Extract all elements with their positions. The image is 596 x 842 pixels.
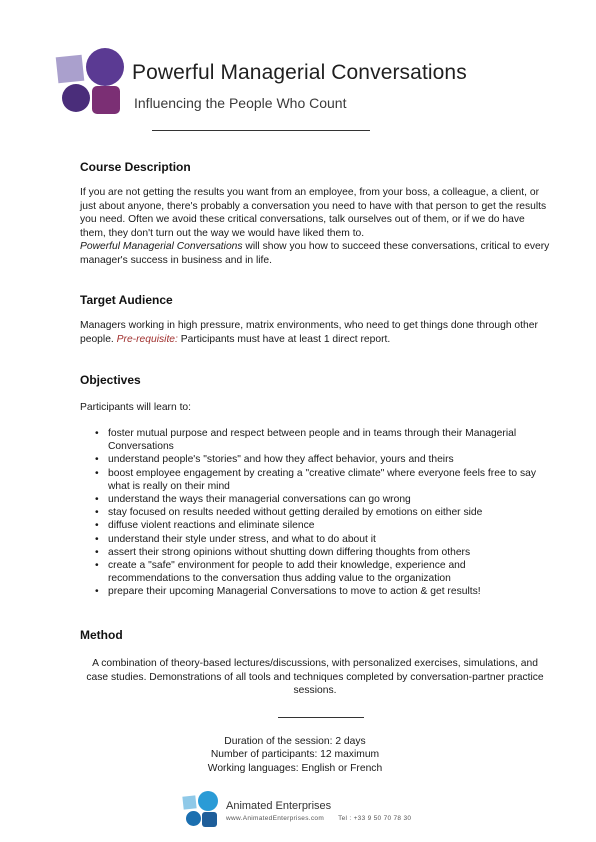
logo-circle-bottom [186, 811, 201, 826]
participant-count: Number of participants: 12 maximum [210, 749, 380, 761]
method-heading: Method [80, 628, 123, 642]
brand-logo [56, 48, 126, 116]
list-item: • assert their strong opinions without shutting down differing thoughts from others [95, 546, 471, 558]
target-audience-heading: Target Audience [80, 293, 173, 307]
method-text: A combination of theory-based lectures/discussions, with personalized exercises, simulations, and case studies. Demonstrations of all tools and techniques completed by conversation-partner practice sessions. [86, 658, 544, 697]
objectives-heading: Objectives [80, 373, 141, 387]
list-item: • diffuse violent reactions and eliminate silence [95, 520, 315, 532]
list-item: • understand people's "stories" and how they affect behavior, yours and theirs [95, 454, 454, 466]
list-item: • boost employee engagement by creating a "creative climate" where everyone feels free to say what is really on their mind [95, 467, 536, 492]
divider [152, 130, 370, 131]
list-item: • create a "safe" environment for people to add their knowledge, experience and recommendations to the conversation thus adding value to the organization [95, 560, 466, 585]
bullet: • [95, 454, 99, 466]
bullet: • [95, 520, 99, 532]
objectives-list [80, 427, 550, 599]
list-item: • prepare their upcoming Managerial Conversations to move to action & get results! [95, 586, 481, 598]
course-description-heading: Course Description [80, 160, 191, 174]
phone-number: Tel : +33 9 50 70 78 30 [338, 815, 412, 822]
bullet: • [95, 546, 99, 558]
session-facts [150, 735, 440, 775]
logo-circle-top [198, 791, 218, 811]
divider [278, 717, 364, 718]
company-name: Animated Enterprises [226, 800, 332, 812]
working-languages: Working languages: English or French [207, 762, 383, 774]
course-title-italic: Powerful Managerial Conversations [80, 241, 243, 253]
target-audience-text [80, 319, 550, 346]
target-audience-body: Managers working in high pressure, matrix environments, who need to get things done through other people. [80, 320, 538, 345]
bullet: • [95, 467, 99, 479]
logo-circle-top [86, 48, 124, 86]
logo-square-light [182, 795, 196, 809]
logo-circle-bottom [62, 84, 90, 112]
bullet: • [95, 560, 99, 572]
page-subtitle: Influencing the People Who Count [134, 95, 347, 111]
bullet: • [95, 494, 99, 506]
logo-square-dark [92, 86, 120, 114]
list-item: • understand the ways their managerial conversations can go wrong [95, 494, 411, 506]
course-description-end: will show you how to succeed these conversations, critical to every manager's success in business and in life. [80, 241, 550, 266]
course-description-text [80, 186, 550, 268]
prerequisite-text: Participants must have at least 1 direct report. [177, 333, 391, 345]
bullet: • [95, 507, 99, 519]
website-link[interactable]: www.AnimatedEnterprises.com [226, 815, 325, 822]
bullet: • [95, 586, 99, 598]
logo-square-light [56, 55, 85, 84]
session-duration: Duration of the session: 2 days [224, 736, 366, 747]
logo-square-dark [202, 812, 217, 827]
bullet: • [95, 428, 99, 439]
bullet: • [95, 533, 99, 545]
contact-line [226, 815, 411, 822]
list-item: • understand their style under stress, and what to do about it [95, 533, 376, 545]
objectives-intro: Participants will learn to: [80, 402, 192, 413]
company-logo [183, 791, 219, 829]
page-title: Powerful Managerial Conversations [132, 61, 467, 84]
prerequisite-label: Pre-requisite: [116, 333, 178, 345]
course-description-body: If you are not getting the results you want from an employee, from your boss, a colleague, a client, or just about anyone, there's probably a conversation you need to have with that person to get the results you need. Often we avoid these critical conversations, talk ourselves out of them, or if we do have them, they don't turn out the way we would have liked them to. [80, 187, 547, 239]
list-item: • foster mutual purpose and respect between people and in teams through their Managerial Conversations [95, 428, 517, 453]
list-item: • stay focused on results needed without getting derailed by emotions on either side [95, 507, 483, 519]
